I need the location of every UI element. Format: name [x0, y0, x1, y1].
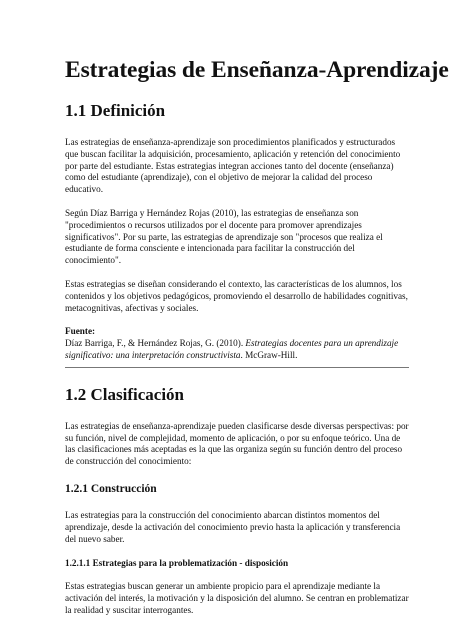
- section-heading-definicion: 1.1 Definición: [65, 101, 166, 120]
- document-title: Estrategias de Enseñanza-Aprendizaje: [65, 57, 449, 83]
- subsection-heading-construccion: 1.2.1 Construcción: [65, 482, 157, 495]
- section-heading-clasificacion: 1.2 Clasificación: [65, 384, 184, 404]
- source-publisher: . McGraw-Hill.: [240, 349, 298, 360]
- source-title: Estrategias docentes para un aprendizaje significativo: una interpretación constructivista: [65, 338, 399, 360]
- document-page: [65, 56, 449, 617]
- section-divider: [65, 367, 409, 368]
- definicion-paragraph-2: Según Díaz Barriga y Hernández Rojas (2010), las estrategias de enseñanza son "procedimientos o recursos utilizados por el docente para promover aprendizajes significativos". Por su parte, las estrategias de aprendizaje son "procesos que realiza el estudiante de forma consciente e intencionada para facilitar la construcción del conocimiento".: [65, 207, 383, 266]
- source-label: Fuente:: [65, 326, 96, 337]
- clasificacion-paragraph-1: Las estrategias de enseñanza-aprendizaje pueden clasificarse desde diversas perspectivas: por su función, nivel de complejidad, momento de aplicación, o por su enfoque teórico. Una de las clasificaciones más aceptadas es la que las organiza según su función dentro del proceso de construcción del conocimiento:: [65, 420, 409, 467]
- definicion-paragraph-1: Las estrategias de enseñanza-aprendizaje son procedimientos planificados y estructurados que buscan facilitar la adquisición, procesamiento, aplicación y retención del conocimiento por parte del estudiante. Estas estrategias integran acciones tanto del docente (enseñanza) como del estudiante (aprendizaje), con el objetivo de mejorar la calidad del proceso educativo.: [65, 137, 401, 195]
- construccion-paragraph-1: Las estrategias para la construcción del conocimiento abarcan distintos momentos del aprendizaje, desde la activación del conocimiento previo hasta la aplicación y transferencia del nuevo saber.: [65, 509, 401, 544]
- problematizacion-paragraph-1: Estas estrategias buscan generar un ambiente propicio para el aprendizaje mediante la activación del interés, la motivación y la disposición del alumno. Se centran en problematizar la realidad y suscitar interrogantes.: [65, 581, 409, 615]
- source-authors: Díaz Barriga, F., & Hernández Rojas, G. (2010).: [65, 338, 246, 349]
- subsubsection-heading-problematizacion: 1.2.1.1 Estrategias para la problematización - disposición: [65, 558, 289, 569]
- source-citation: [65, 338, 409, 362]
- definicion-paragraph-3: Estas estrategias se diseñan considerando el contexto, las características de los alumnos, los contenidos y los objetivos pedagógicos, promoviendo el desarrollo de habilidades cognitivas, metacognitivas, afectivas y sociales.: [65, 278, 408, 313]
